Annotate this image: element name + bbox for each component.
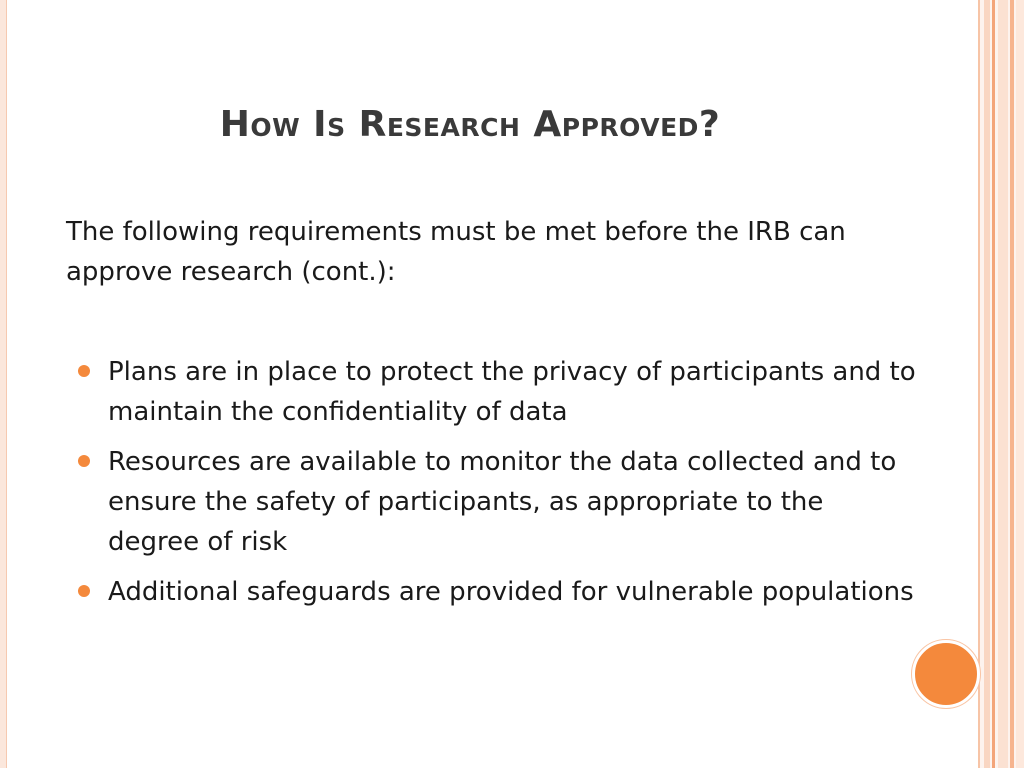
bullet-dot-icon bbox=[78, 365, 90, 377]
stripe bbox=[978, 0, 980, 768]
list-item bbox=[66, 572, 916, 612]
bullet-text: Resources are available to monitor the data collected and to ensure the safety of participants, as appropriate to the degree of risk bbox=[108, 447, 897, 557]
stripe bbox=[1010, 0, 1014, 768]
intro-text: The following requirements must be met before the IRB can approve research (cont.): bbox=[66, 217, 846, 287]
bullet-list bbox=[66, 352, 916, 622]
slide-title: How Is Research Approved? bbox=[219, 104, 721, 145]
stripe bbox=[992, 0, 995, 768]
stripe bbox=[984, 0, 990, 768]
list-item bbox=[66, 352, 916, 432]
right-stripe-decoration bbox=[978, 0, 1024, 768]
orange-circle-decoration bbox=[912, 640, 980, 708]
bullet-dot-icon bbox=[78, 455, 90, 467]
list-item bbox=[66, 442, 916, 562]
bullet-text: Plans are in place to protect the privacy of participants and to maintain the confidentiality of data bbox=[108, 357, 916, 427]
bullet-dot-icon bbox=[78, 585, 90, 597]
stripe bbox=[998, 0, 1008, 768]
bullet-text: Additional safeguards are provided for vulnerable populations bbox=[108, 577, 914, 607]
stripe bbox=[1016, 0, 1024, 768]
